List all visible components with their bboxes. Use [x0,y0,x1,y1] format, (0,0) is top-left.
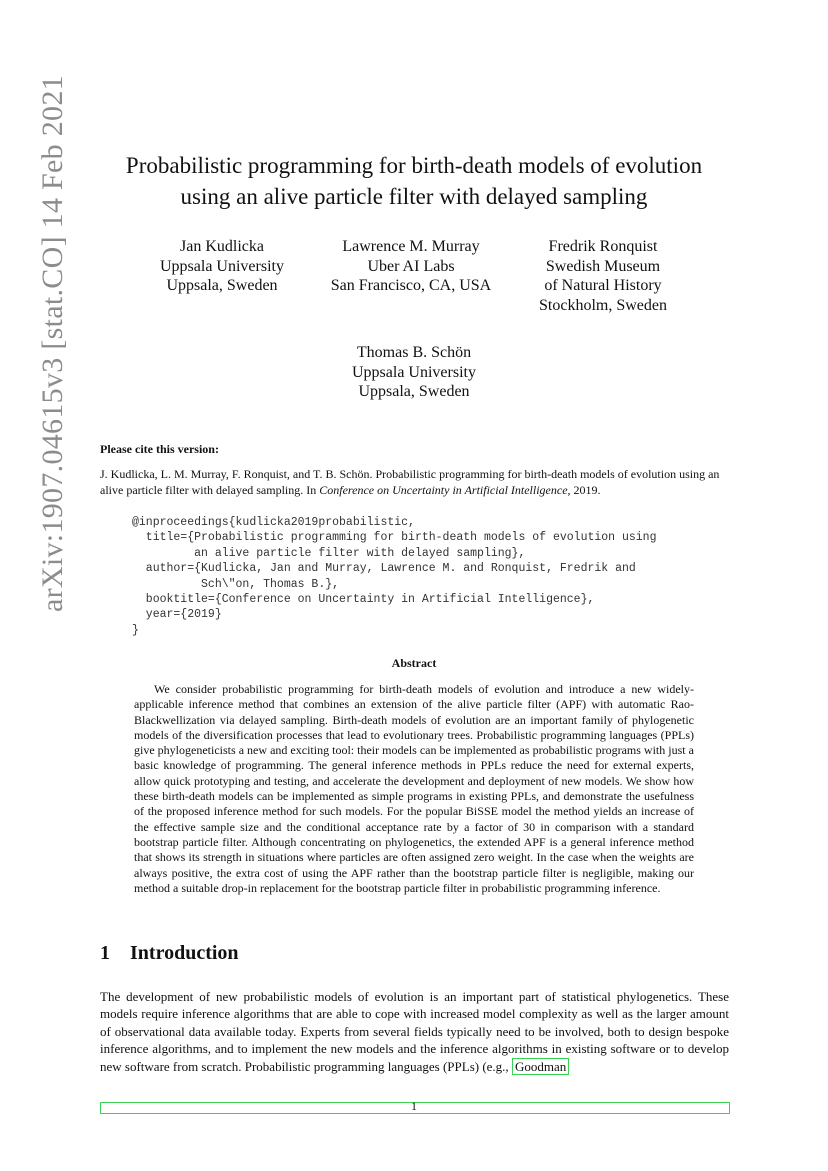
abstract-heading: Abstract [391,656,437,670]
author-block-4 [334,343,494,402]
author-affiliation: Uppsala University [160,257,284,275]
author-affiliation: Uber AI Labs [367,257,455,275]
author-name: Lawrence M. Murray [342,238,480,255]
author-location: Uppsala, Sweden [358,383,470,400]
section-number: 1 [100,942,110,964]
author-name: Fredrik Ronquist [548,238,658,255]
bibtex-entry: @inproceedings{kudlicka2019probabilistic, title={Probabilistic programming for birth-death models of evolution using an alive particle filter with delayed sampling}, author={Kudlicka, Jan and Murray, Lawrence M. and Ronquist, Fredrik and Sch\"on, Thomas B.}, booktitle={Conference on Uncertainty in Artificial Intelligence}, year={2019} } [132,516,657,637]
section-title: Introduction [130,942,239,964]
title-line-2: using an alive particle filter with delayed sampling [180,184,648,209]
citation-authors-title: J. Kudlicka, L. M. Murray, F. Ronquist, and T. B. Schön. Probabilistic programming for birth-death models of evolution using an alive particle filter with delayed sampling. In [100,467,720,497]
citation-year: , 2019. [567,483,601,497]
author-name: Jan Kudlicka [180,238,264,255]
citation-link[interactable]: Goodman [512,1058,569,1075]
section-heading [100,942,239,965]
author-affiliation-2: of Natural History [544,277,662,294]
intro-paragraph [100,988,729,1075]
intro-text: The development of new probabilistic models of evolution is an important part of statistical phylogenetics. These models require inference algorithms that are able to cope with increased model complexity as well as the larger amount of observational data available today. Experts from several fields typically need to be involved, both to design bespoke inference algorithms, and to implement the new models and the inference algorithms in existing software or to develop new software from scratch. Probabilistic programming languages (PPLs) (e.g., [100,989,729,1074]
author-affiliation: Uppsala University [352,363,476,381]
arxiv-identifier: arXiv:1907.04615v3 [stat.CO] 14 Feb 2021 [36,75,69,612]
author-name: Thomas B. Schön [356,344,472,361]
citation-text [100,466,730,498]
author-affiliation: Swedish Museum [545,257,661,275]
author-location: San Francisco, CA, USA [330,277,492,294]
cite-heading: Please cite this version: [100,442,219,456]
title-line-1: Probabilistic programming for birth-death models of evolution [125,153,703,178]
author-location: Uppsala, Sweden [166,277,278,294]
paper-title [0,150,828,212]
author-location: Stockholm, Sweden [539,296,667,314]
author-block-2 [316,237,506,296]
citation-venue: Conference on Uncertainty in Artificial Intelligence [319,483,568,497]
page-number: 1 [411,1099,417,1113]
abstract-text: We consider probabilistic programming for birth-death models of evolution and introduce a new widely-applicable inference method that combines an extension of the alive particle filter (APF) with automatic Rao-Blackwellization via delayed sampling. Birth-death models of evolution are an important family of phylogenetic models of the diversification processes that lead to evolutionary trees. Probabilistic programming languages (PPLs) give phylogeneticists a new and exciting tool: their models can be implemented as probabilistic programs with just a basic knowledge of programming. The general inference methods in PPLs reduce the need for external experts, allow quick prototyping and testing, and accelerate the development and deployment of new models. We show how these birth-death models can be implemented as simple programs in existing PPLs, and demonstrate the usefulness of the proposed inference method for such models. For the popular BiSSE model the method yields an increase of the effective sample size and the conditional acceptance rate by a factor of 30 in comparison with a standard bootstrap particle filter. Although concentrating on phylogenetics, the extended APF is a general inference method that shows its strength in situations where particles are often assigned zero weight. In the case when the weights are always positive, the extra cost of using the APF rather than the bootstrap particle filter is negligible, making our method a suitable drop-in replacement for the bootstrap particle filter in probabilistic programming inference. [134,682,694,895]
author-block-3 [528,237,678,315]
author-block-1 [152,237,292,296]
